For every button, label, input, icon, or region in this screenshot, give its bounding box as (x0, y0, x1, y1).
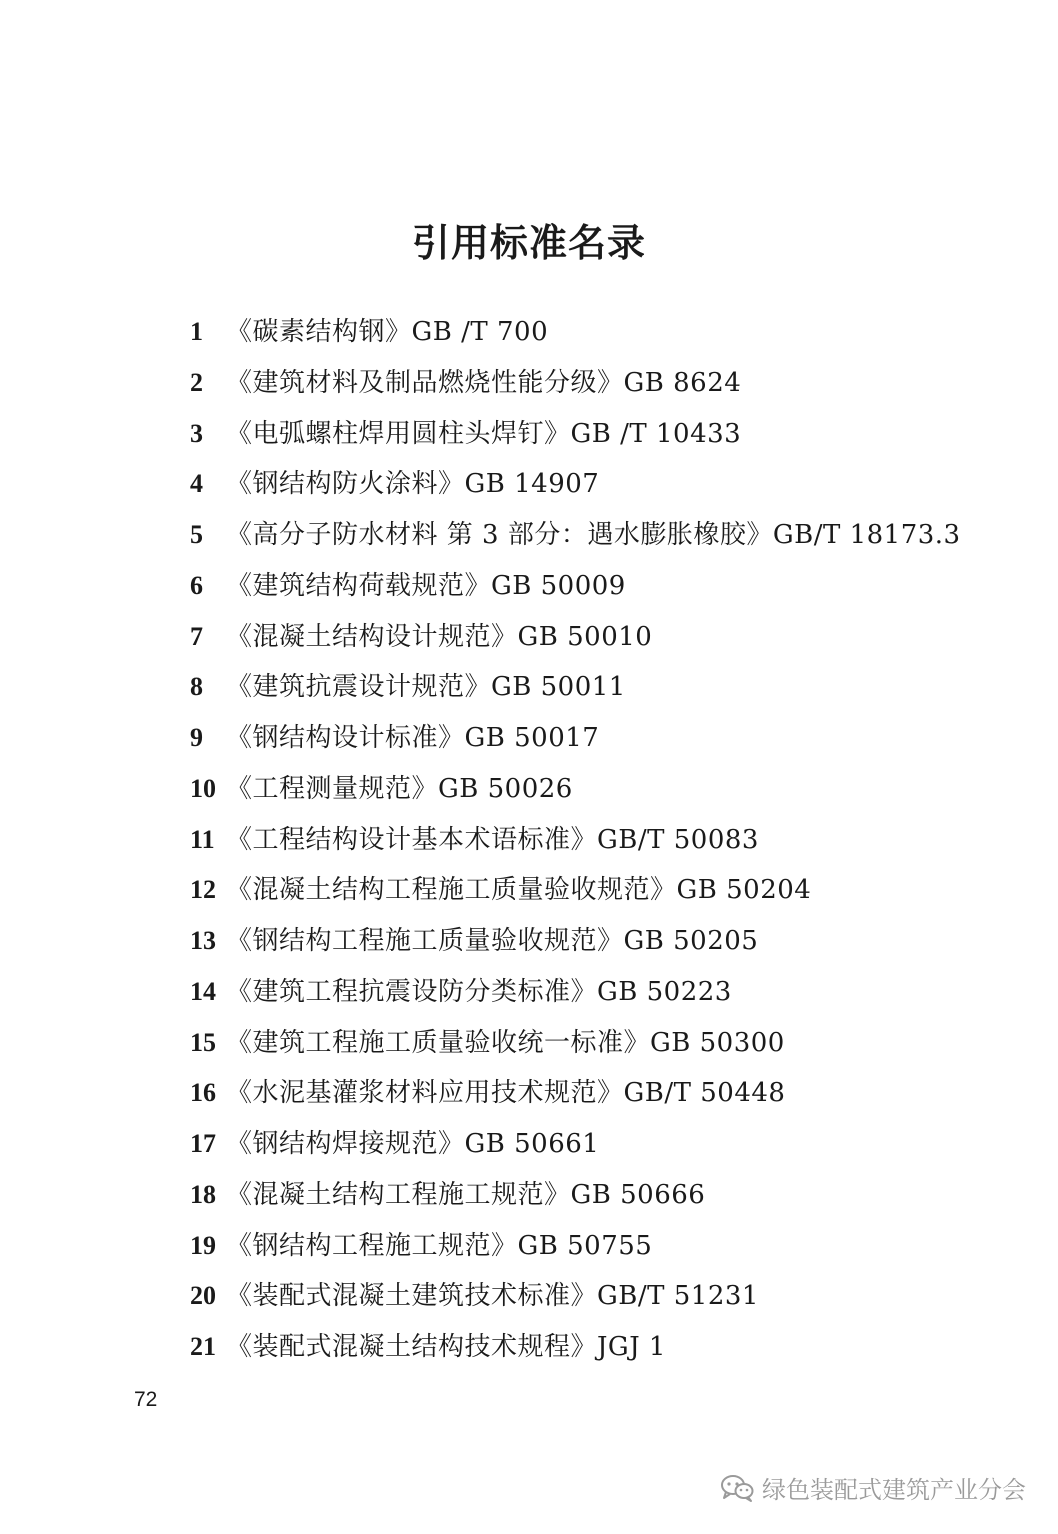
item-number: 18 (190, 1179, 216, 1209)
list-item (190, 815, 998, 866)
item-text: 《建筑工程施工质量验收统一标准》GB 50300 (226, 1027, 785, 1058)
list-item (190, 1119, 998, 1170)
list-item (190, 561, 998, 612)
item-number: 17 (190, 1129, 216, 1158)
item-text: 《水泥基灌浆材料应用技术规范》GB/T 50448 (226, 1078, 786, 1109)
item-text: 《碳素结构钢》GB /T 700 (226, 317, 549, 347)
item-number: 14 (190, 976, 216, 1006)
wechat-icon (720, 1474, 754, 1502)
list-item (190, 358, 998, 409)
item-number: 6 (190, 570, 203, 600)
item-text: 《钢结构工程施工质量验收规范》GB 50205 (226, 926, 759, 956)
item-text: 《钢结构防火涂料》GB 14907 (226, 469, 600, 500)
list-item (190, 764, 998, 815)
item-text: 《工程结构设计基本术语标准》GB/T 50083 (226, 824, 759, 855)
item-text: 《混凝土结构设计规范》GB 50010 (226, 621, 653, 652)
list-item (190, 459, 998, 510)
list-item (190, 612, 998, 663)
list-item (190, 967, 998, 1018)
item-number: 11 (190, 824, 215, 854)
item-text: 《混凝土结构工程施工质量验收规范》GB 50204 (226, 875, 812, 906)
item-number: 5 (190, 520, 203, 549)
item-number: 13 (190, 926, 216, 955)
item-text: 《钢结构工程施工规范》GB 50755 (226, 1230, 653, 1261)
page-number: 72 (134, 1388, 158, 1411)
list-item (190, 713, 998, 764)
item-text: 《工程测量规范》GB 50026 (226, 773, 573, 804)
item-number: 15 (190, 1027, 216, 1057)
page-title: 引用标准名录 (411, 220, 646, 265)
item-number: 2 (190, 367, 203, 397)
list-item (190, 1322, 998, 1373)
item-number: 20 (190, 1281, 216, 1311)
item-number: 9 (190, 723, 203, 752)
item-text: 《装配式混凝土建筑技术标准》GB/T 51231 (226, 1281, 759, 1312)
item-text: 《建筑材料及制品燃烧性能分级》GB 8624 (226, 367, 742, 398)
reference-list (190, 307, 998, 1373)
list-item (190, 916, 998, 967)
item-number: 21 (190, 1332, 216, 1361)
item-number: 16 (190, 1078, 216, 1108)
list-item (190, 1221, 998, 1272)
item-text: 《钢结构设计标准》GB 50017 (226, 723, 600, 753)
item-number: 1 (190, 317, 203, 346)
list-item (190, 1068, 998, 1119)
list-item (190, 1271, 998, 1322)
item-text: 《钢结构焊接规范》GB 50661 (226, 1129, 600, 1159)
list-item (190, 307, 998, 358)
item-number: 12 (190, 875, 216, 905)
item-number: 19 (190, 1230, 216, 1260)
list-item (190, 409, 998, 460)
item-text: 《高分子防水材料 第 3 部分：遇水膨胀橡胶》GB/T 18173.3 (226, 520, 961, 550)
item-number: 8 (190, 672, 203, 702)
item-number: 4 (190, 469, 203, 499)
watermark-text: 绿色装配式建筑产业分会 (762, 1476, 1026, 1504)
item-number: 7 (190, 621, 203, 651)
item-text: 《电弧螺柱焊用圆柱头焊钉》GB /T 10433 (226, 418, 742, 449)
item-number: 3 (190, 418, 203, 448)
item-number: 10 (190, 773, 216, 803)
list-item (190, 865, 998, 916)
item-text: 《混凝土结构工程施工规范》GB 50666 (226, 1179, 706, 1210)
watermark (720, 1470, 1026, 1505)
item-text: 《建筑工程抗震设防分类标准》GB 50223 (226, 976, 732, 1007)
item-text: 《装配式混凝土结构技术规程》JGJ 1 (226, 1332, 666, 1362)
list-item (190, 1170, 998, 1221)
item-text: 《建筑结构荷载规范》GB 50009 (226, 570, 626, 601)
item-text: 《建筑抗震设计规范》GB 50011 (226, 672, 626, 703)
list-item (190, 662, 998, 713)
list-item (190, 510, 998, 561)
list-item (190, 1018, 998, 1069)
